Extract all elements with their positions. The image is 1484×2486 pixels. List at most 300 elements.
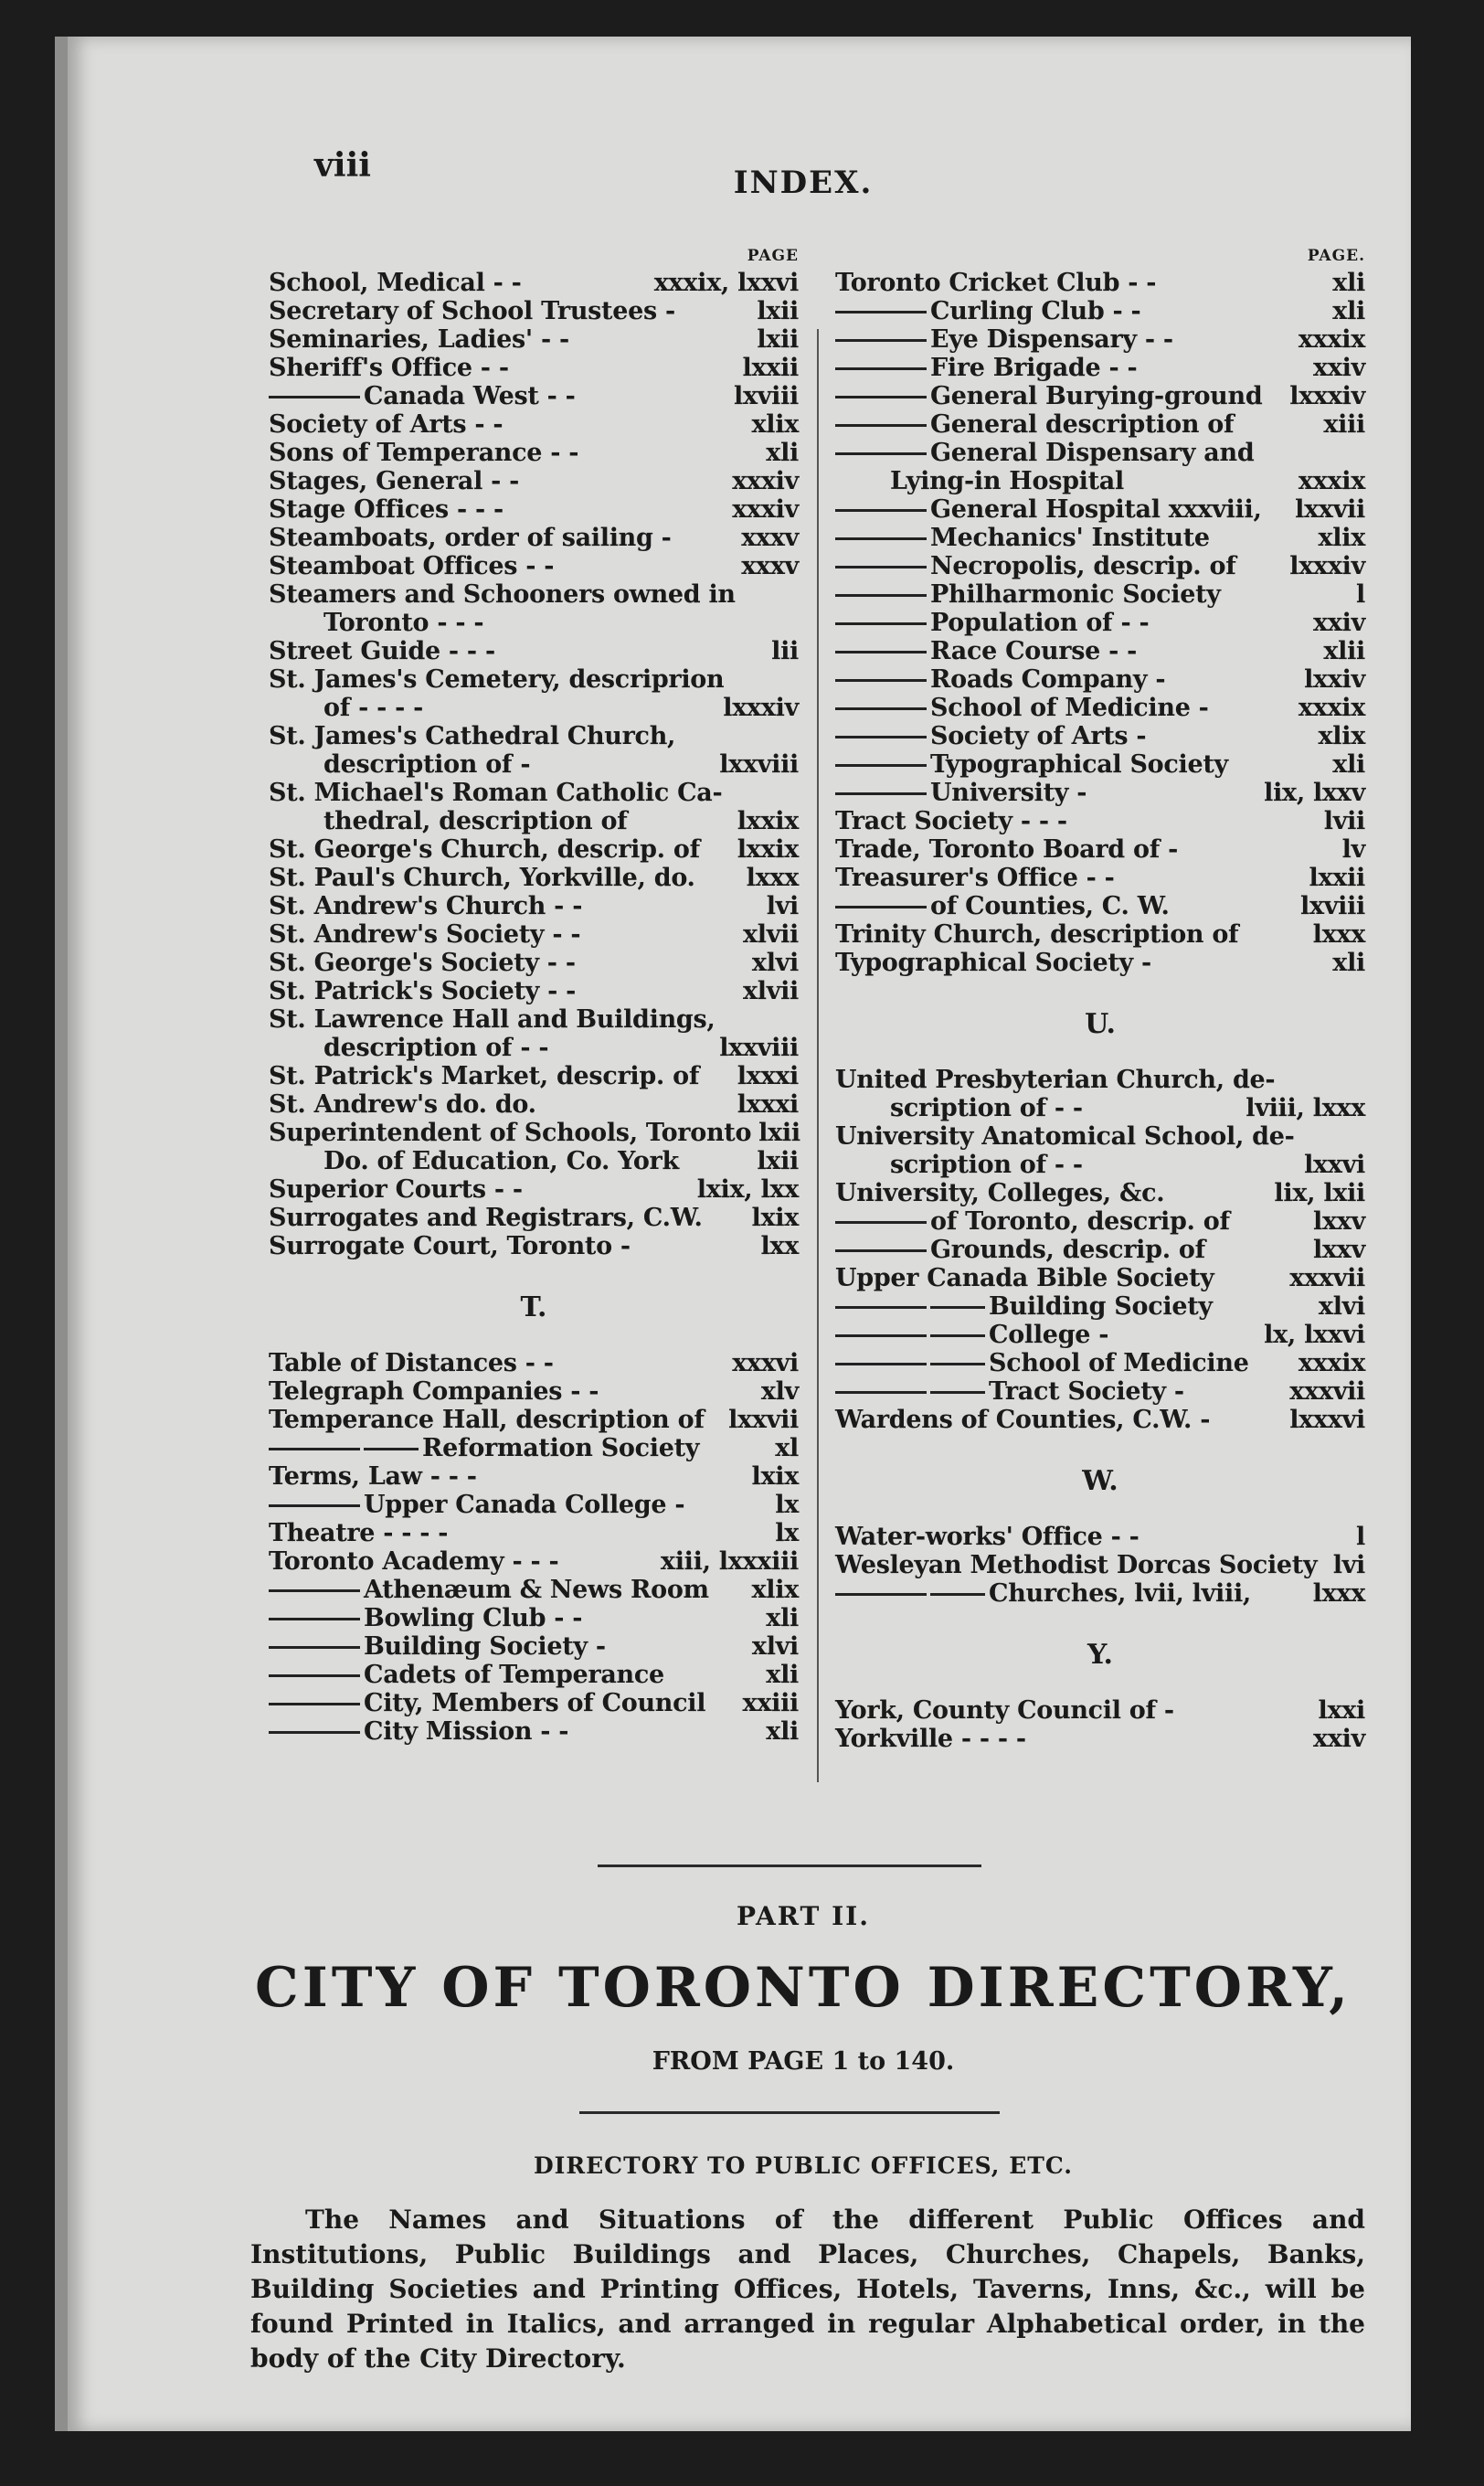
left-column [269, 247, 799, 1746]
index-entry [835, 325, 1365, 354]
entry-label [269, 1119, 751, 1147]
index-entry [835, 297, 1365, 325]
entry-page-ref: xlii [1323, 637, 1365, 665]
book-page-scan [55, 37, 1411, 2431]
entry-label [269, 1406, 721, 1434]
entry-text: Toronto Cricket Club - - [835, 269, 1157, 297]
entry-label [269, 1062, 730, 1090]
entry-text: School of Medicine [989, 1349, 1249, 1377]
entry-page-ref: xxxvii [1289, 1377, 1365, 1406]
ditto-dash [930, 1391, 985, 1394]
column-divider [817, 329, 819, 1782]
entry-text: Population of - - [930, 609, 1150, 637]
entry-label [835, 864, 1302, 892]
index-entry [269, 609, 799, 637]
entry-text: Superior Courts - - [269, 1175, 523, 1204]
ditto-dash [835, 424, 927, 427]
ditto-dash [835, 1363, 927, 1365]
entry-label [835, 1551, 1326, 1579]
entry-text: of - - - - [323, 694, 424, 722]
entry-text: Churches, lvii, lviii, [989, 1579, 1251, 1608]
index-entry [269, 1689, 799, 1717]
entry-page-ref: xlix [1318, 722, 1365, 750]
entry-text: University, Colleges, &c. [835, 1179, 1165, 1207]
index-entry [269, 1204, 799, 1232]
entry-label [269, 807, 730, 835]
entry-text: thedral, description of [323, 807, 628, 835]
ditto-dash [835, 1593, 927, 1596]
ditto-dash [269, 396, 360, 398]
entry-text: Surrogate Court, Toronto - [269, 1232, 631, 1260]
entry-text: scription of - - [890, 1094, 1083, 1122]
entry-page-ref: lxxviii [719, 1034, 799, 1062]
entry-label [269, 864, 739, 892]
ditto-dash [835, 1221, 927, 1224]
entry-label [835, 467, 1291, 495]
entry-page-ref: lxxv [1313, 1236, 1365, 1264]
entry-text: Do. of Education, Co. York [323, 1147, 679, 1175]
entry-text: Philharmonic Society [930, 580, 1221, 609]
index-entry [269, 1661, 799, 1689]
ditto-dash [835, 622, 927, 625]
entry-page-ref: lx, lxxvi [1264, 1321, 1365, 1349]
entry-label [269, 609, 791, 637]
entry-label [269, 524, 734, 552]
index-entry [835, 864, 1365, 892]
entry-label [835, 1579, 1306, 1608]
entry-page-ref: lxxii [1309, 864, 1365, 892]
ditto-dash [269, 1589, 360, 1592]
ditto-dash [835, 736, 927, 738]
entry-page-ref: lxviii [1299, 892, 1365, 920]
index-entry [835, 467, 1365, 495]
entry-label [835, 949, 1325, 977]
entry-label [269, 949, 745, 977]
entry-text: scription of - - [890, 1151, 1083, 1179]
entry-page-ref: xlix [751, 1576, 799, 1604]
entry-text: Temperance Hall, description of [269, 1406, 705, 1434]
index-entry [835, 694, 1365, 722]
entry-text: Stages, General - - [269, 467, 520, 495]
entry-text: City, Members of Council [364, 1689, 706, 1717]
entry-label [269, 297, 749, 325]
entry-page-ref: lxxxiv [723, 694, 799, 722]
entry-text: Sons of Temperance - - [269, 439, 579, 467]
right-page-heading: PAGE. [1307, 247, 1365, 265]
index-entry [269, 694, 799, 722]
entry-text: Grounds, descrip. of [930, 1236, 1205, 1264]
entry-text: Steamboat Offices - - [269, 552, 555, 580]
index-entry [269, 1147, 799, 1175]
entry-text: description of - - [323, 1034, 549, 1062]
index-entry [835, 1377, 1365, 1406]
entry-text: St. James's Cemetery, descriprion [269, 665, 725, 694]
entry-label [269, 354, 736, 382]
entry-text: Society of Arts - [930, 722, 1147, 750]
ditto-dash [835, 396, 927, 398]
entry-text: Theatre - - - - [269, 1519, 449, 1547]
entry-label [835, 1523, 1349, 1551]
entry-label [835, 354, 1306, 382]
entry-page-ref: l [1356, 580, 1365, 609]
index-entry [269, 722, 799, 750]
entry-page-ref: lxxii [742, 354, 799, 382]
index-entry [269, 977, 799, 1005]
entry-text: Surrogates and Registrars, C.W. [269, 1204, 703, 1232]
entry-text: Curling Club - - [930, 297, 1141, 325]
entry-page-ref: lx [775, 1491, 799, 1519]
entry-label [835, 1122, 1358, 1151]
right-entries-t [835, 269, 1365, 977]
ditto-dash [835, 1249, 927, 1252]
entry-page-ref: xlvi [751, 1632, 799, 1661]
entry-label [835, 637, 1316, 665]
entry-page-ref: lxxvi [1304, 1151, 1365, 1179]
entry-text: Sheriff's Office - - [269, 354, 509, 382]
index-entry [835, 609, 1365, 637]
directory-title: CITY OF TORONTO DIRECTORY, [255, 1956, 1352, 2020]
index-entry [269, 580, 799, 609]
entry-page-ref: lxix [751, 1462, 799, 1491]
index-entry [835, 580, 1365, 609]
entry-page-ref: lix, lxxv [1264, 779, 1365, 807]
entry-text: St. Andrew's Society - - [269, 920, 581, 949]
index-entry [269, 524, 799, 552]
entry-text: Steamers and Schooners owned in [269, 580, 736, 609]
ditto-dash [835, 367, 927, 370]
entry-label [835, 722, 1310, 750]
ditto-dash [835, 1334, 927, 1337]
entry-page-ref: xlvi [751, 949, 799, 977]
entry-label [269, 665, 791, 694]
entry-page-ref: lxx [760, 1232, 799, 1260]
index-entry [269, 1519, 799, 1547]
entry-label [269, 1632, 745, 1661]
entry-page-ref: xlvii [742, 920, 799, 949]
entry-page-ref: xli [1332, 750, 1365, 779]
ditto-dash [835, 311, 927, 313]
entry-label [269, 1576, 744, 1604]
index-entry [835, 1292, 1365, 1321]
entry-label [269, 1232, 753, 1260]
ditto-dash [835, 792, 927, 795]
entry-label [835, 1151, 1297, 1179]
entry-page-ref: xxxix [1298, 325, 1365, 354]
index-entry [269, 1005, 799, 1034]
index-entry [269, 665, 799, 694]
index-entry [835, 269, 1365, 297]
index-entry [835, 835, 1365, 864]
entry-text: Athenæum & News Room [364, 1576, 709, 1604]
entry-page-ref: xxxv [741, 552, 799, 580]
entry-label [835, 1179, 1267, 1207]
entry-text: Trade, Toronto Board of - [835, 835, 1179, 864]
entry-text: Upper Canada Bible Society [835, 1264, 1214, 1292]
index-entry [835, 665, 1365, 694]
entry-label [835, 410, 1316, 439]
entry-label [269, 1005, 791, 1034]
entry-page-ref: lxix [751, 1204, 799, 1232]
entry-label [269, 920, 736, 949]
entry-text: St. Paul's Church, Yorkville, do. [269, 864, 695, 892]
entry-label [269, 892, 759, 920]
ditto-dash [269, 1448, 360, 1450]
entry-text: St. Andrew's do. do. [269, 1090, 536, 1119]
entry-label [269, 637, 764, 665]
index-entry [835, 892, 1365, 920]
entry-text: Treasurer's Office - - [835, 864, 1115, 892]
entry-page-ref: xiii, lxxxiii [660, 1547, 799, 1576]
entry-text: Eye Dispensary - - [930, 325, 1173, 354]
entry-page-ref: lxxix [737, 807, 799, 835]
entry-page-ref: lxxxvi [1289, 1406, 1365, 1434]
entry-page-ref: lxviii [733, 382, 799, 410]
ditto-dash [930, 1306, 985, 1309]
entry-label [835, 524, 1310, 552]
entry-text: St. Lawrence Hall and Buildings, [269, 1005, 716, 1034]
index-entry [835, 920, 1365, 949]
entry-page-ref: xlv [760, 1377, 799, 1406]
index-entry [835, 949, 1365, 977]
index-entry [835, 1551, 1365, 1579]
entry-page-ref: xxxvii [1289, 1264, 1365, 1292]
index-entry [835, 1725, 1365, 1753]
index-entry [269, 892, 799, 920]
entry-text: St. Patrick's Market, descrip. of [269, 1062, 700, 1090]
entry-label [269, 552, 734, 580]
entry-text: Toronto Academy - - - [269, 1547, 559, 1576]
index-entry [835, 1579, 1365, 1608]
index-entry [269, 864, 799, 892]
divider-rule [598, 1864, 981, 1867]
entry-label [835, 580, 1349, 609]
ditto-dash [835, 509, 927, 512]
ditto-dash [835, 452, 927, 455]
entry-page-ref: lxix, lxx [696, 1175, 799, 1204]
index-entry [269, 495, 799, 524]
entry-text: General Dispensary and [930, 439, 1255, 467]
entry-text: Race Course - - [930, 637, 1138, 665]
entry-label [835, 807, 1317, 835]
entry-label [269, 382, 726, 410]
entry-page-ref: lxii [758, 1119, 800, 1147]
entry-label [269, 694, 716, 722]
ditto-dash [835, 537, 927, 540]
index-entry [835, 1207, 1365, 1236]
entry-page-ref: xlvi [1318, 1292, 1365, 1321]
entry-page-ref: xlvii [742, 977, 799, 1005]
index-entry [835, 1151, 1365, 1179]
index-entry [835, 1321, 1365, 1349]
index-entry [269, 1491, 799, 1519]
entry-label [269, 1175, 690, 1204]
entry-label [835, 1236, 1306, 1264]
entry-page-ref: xxxix [1298, 1349, 1365, 1377]
entry-label [269, 410, 744, 439]
ditto-dash [364, 1448, 419, 1450]
entry-page-ref: lix, lxii [1274, 1179, 1365, 1207]
entry-text: St. George's Society - - [269, 949, 576, 977]
index-entry [835, 439, 1365, 467]
entry-page-ref: xxxix [1298, 694, 1365, 722]
ditto-dash [835, 764, 927, 767]
entry-label [835, 1725, 1306, 1753]
entry-page-ref: xli [766, 1717, 799, 1746]
index-entry [269, 750, 799, 779]
entry-label [835, 750, 1325, 779]
entry-page-ref: xxxiv [732, 467, 799, 495]
entry-page-ref: lxxvii [1295, 495, 1365, 524]
ditto-dash [269, 1703, 360, 1705]
entry-text: description of - [323, 750, 531, 779]
entry-text: of Toronto, descrip. of [930, 1207, 1230, 1236]
entry-text: Secretary of School Trustees - [269, 297, 675, 325]
entry-label [269, 467, 725, 495]
entry-page-ref: l [1356, 1523, 1365, 1551]
entry-label [269, 269, 647, 297]
entry-page-ref: lxii [757, 297, 799, 325]
entry-label [269, 1491, 768, 1519]
index-entry [269, 1377, 799, 1406]
index-entry [835, 1179, 1365, 1207]
ditto-dash [835, 1391, 927, 1394]
entry-page-ref: xl [775, 1434, 799, 1462]
index-entry [835, 807, 1365, 835]
entry-text: Street Guide - - - [269, 637, 495, 665]
index-entry [269, 269, 799, 297]
entry-page-ref: xxiv [1313, 609, 1365, 637]
entry-label [835, 779, 1256, 807]
entry-text: General Burying-ground [930, 382, 1263, 410]
index-entry [835, 779, 1365, 807]
entry-label [269, 1434, 768, 1462]
entry-page-ref: xxiv [1313, 1725, 1365, 1753]
index-entry [269, 325, 799, 354]
index-entry [269, 1232, 799, 1260]
right-entries-y [835, 1696, 1365, 1753]
index-entry [269, 835, 799, 864]
index-entry [835, 495, 1365, 524]
index-entry [269, 439, 799, 467]
entry-text: University - [930, 779, 1087, 807]
entry-label [835, 269, 1325, 297]
ditto-dash [269, 1646, 360, 1649]
entry-page-ref: lxxvii [728, 1406, 799, 1434]
index-entry [269, 949, 799, 977]
entry-page-ref: xli [1332, 297, 1365, 325]
entry-text: Seminaries, Ladies' - - [269, 325, 569, 354]
entry-page-ref: lii [771, 637, 799, 665]
entry-text: Water-works' Office - - [835, 1523, 1140, 1551]
ditto-dash [269, 1504, 360, 1507]
index-entry [269, 1632, 799, 1661]
index-entry [269, 637, 799, 665]
entry-page-ref: xxxix, lxxvi [653, 269, 799, 297]
entry-label [269, 722, 791, 750]
section-letter-u: U. [1085, 1008, 1116, 1040]
entry-label [269, 1689, 736, 1717]
entry-page-ref: xxiii [742, 1689, 799, 1717]
entry-label [835, 892, 1293, 920]
index-entry [269, 297, 799, 325]
entry-label [269, 779, 791, 807]
entry-label [269, 1377, 754, 1406]
entry-text: St. Andrew's Church - - [269, 892, 583, 920]
ditto-dash [930, 1363, 985, 1365]
entry-page-ref: lxxx [746, 864, 799, 892]
entry-label [269, 750, 712, 779]
ditto-dash [835, 1306, 927, 1309]
section-letter-y: Y. [1087, 1639, 1113, 1671]
right-column [835, 247, 1365, 1753]
entry-text: Lying-in Hospital [890, 467, 1124, 495]
page-number: viii [314, 146, 371, 185]
entry-label [835, 1094, 1238, 1122]
entry-page-ref: lv [1341, 835, 1365, 864]
index-entry [269, 467, 799, 495]
entry-text: Table of Distances - - [269, 1349, 554, 1377]
entry-label [269, 1717, 758, 1746]
index-entry [269, 1062, 799, 1090]
ditto-dash [835, 566, 927, 568]
entry-page-ref: lxxi [1318, 1696, 1365, 1725]
ditto-dash [835, 707, 927, 710]
index-entry [269, 1604, 799, 1632]
directory-paragraph: The Names and Situations of the different Public Offices and Institutions, Public Buildings and Places, Churches, Chapels, Banks, Building Societies and Printing Offices, Hotels, Taverns, Inns, &c., will be found Printed in Italics, and arranged in regular Alphabetical order, in the body of the City Directory. [250, 2204, 1365, 2374]
entry-text: Trinity Church, description of [835, 920, 1239, 949]
entry-page-ref: xxxvi [732, 1349, 799, 1377]
right-entries-w [835, 1523, 1365, 1608]
ditto-dash [930, 1593, 985, 1596]
entry-label [835, 495, 1288, 524]
entry-page-ref: xxxix [1298, 467, 1365, 495]
entry-page-ref: xli [766, 1661, 799, 1689]
entry-text: St. James's Cathedral Church, [269, 722, 676, 750]
entry-text: Toronto - - - [323, 609, 484, 637]
index-entry [835, 1264, 1365, 1292]
part-label: PART II. [736, 1901, 871, 1931]
index-entry [835, 354, 1365, 382]
entry-text: Wesleyan Methodist Dorcas Society [835, 1551, 1318, 1579]
entry-text: Reformation Society [422, 1434, 700, 1462]
ditto-dash [835, 651, 927, 653]
directory-heading: DIRECTORY TO PUBLIC OFFICES, ETC. [533, 2152, 1074, 2179]
entry-text: Building Society - [364, 1632, 606, 1661]
entry-text: Telegraph Companies - - [269, 1377, 599, 1406]
index-page [232, 101, 1374, 2385]
index-entry [269, 382, 799, 410]
page-range: FROM PAGE 1 to 140. [652, 2047, 955, 2076]
entry-label [835, 1349, 1291, 1377]
entry-text: Yorkville - - - - [835, 1725, 1026, 1753]
entry-page-ref: lvi [766, 892, 799, 920]
entry-page-ref: lxxiv [1304, 665, 1365, 694]
index-entry [835, 1406, 1365, 1434]
index-entry [835, 382, 1365, 410]
entry-text: Fire Brigade - - [930, 354, 1138, 382]
ditto-dash [835, 339, 927, 342]
ditto-dash [269, 1674, 360, 1677]
entry-text: Tract Society - - - [835, 807, 1067, 835]
entry-label [269, 1147, 749, 1175]
entry-text: of Counties, C. W. [930, 892, 1170, 920]
entry-label [835, 297, 1325, 325]
entry-text: City Mission - - [364, 1717, 569, 1746]
divider-rule-lower [579, 2111, 1000, 2114]
index-entry [835, 1122, 1365, 1151]
entry-label [835, 1406, 1282, 1434]
index-entry [835, 1094, 1365, 1122]
